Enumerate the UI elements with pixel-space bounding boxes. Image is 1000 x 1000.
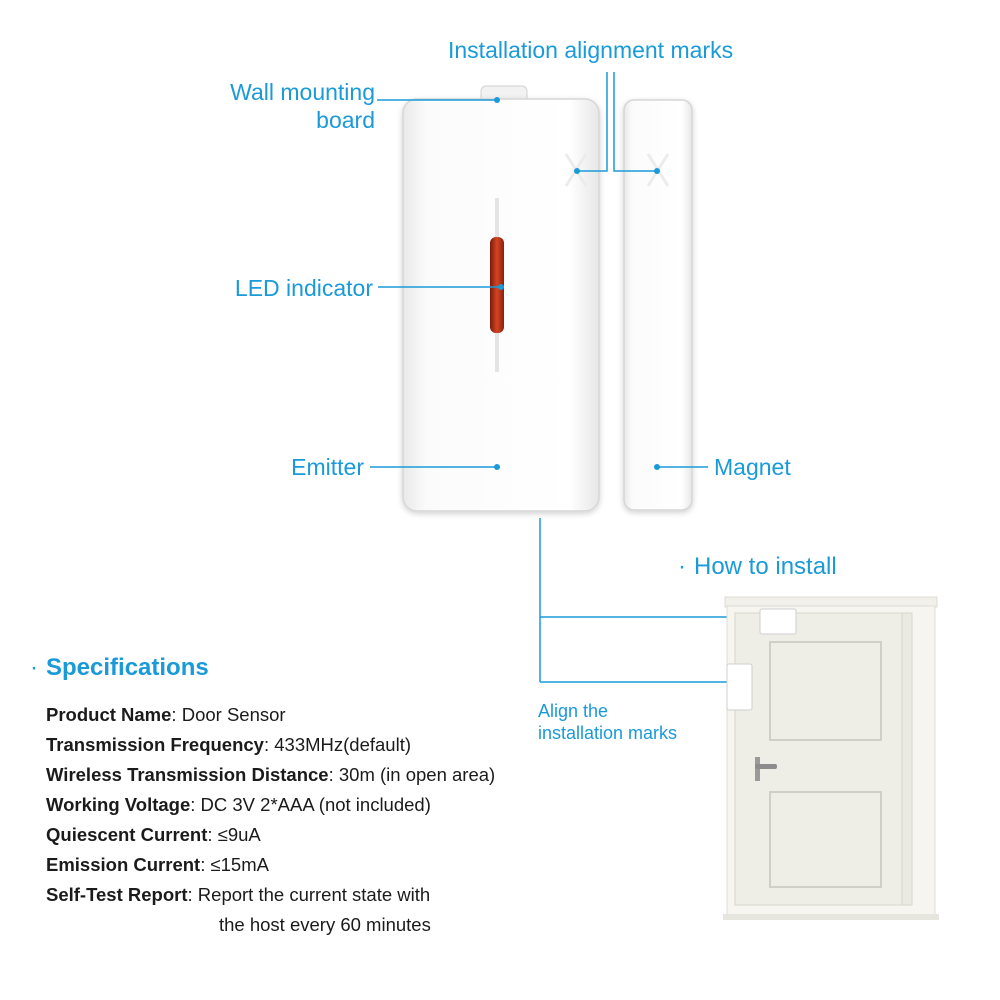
door-mounted-emitter [760,609,796,634]
emitter-label: Emitter [291,454,364,480]
spec-continuation: the host every 60 minutes [219,914,431,935]
align-note-line1: Align the [538,701,609,721]
wall-mounting-label-line1: Wall mounting [230,79,375,105]
door-mounted-magnet [727,664,752,710]
spec-value: ≤15mA [210,854,269,875]
spec-row: Quiescent Current: ≤9uA [46,824,261,845]
emitter-device [403,86,599,511]
align-note-line2: installation marks [538,723,678,743]
door-illustration [723,597,939,920]
bullet-dot: · [678,553,686,580]
magnet-label: Magnet [714,454,791,480]
bullet-dot: · [30,654,38,681]
alignment-marks-label: Installation alignment marks [448,37,734,63]
how-to-install-heading [678,553,837,581]
spec-row: Wireless Transmission Distance: 30m (in open area) [46,764,496,785]
spec-value: Door Sensor [181,704,286,725]
spec-row: Self-Test Report: Report the current state with [46,884,431,905]
wall-mounting-label-line2: board [316,107,375,133]
align-note [538,700,677,744]
led-indicator-label: LED indicator [234,275,373,301]
specifications-list [46,703,495,943]
specifications-heading [30,654,209,682]
spec-value: 30m (in open area) [338,764,496,785]
spec-label: Emission Current [46,854,201,875]
spec-value: ≤9uA [217,824,261,845]
how-to-install-title: How to install [694,553,837,580]
spec-row: Transmission Frequency: 433MHz(default) [46,734,412,755]
spec-value: 433MHz(default) [274,734,412,755]
spec-label: Product Name [46,704,172,725]
wall-mounting-label [185,78,375,134]
spec-label: Working Voltage [46,794,191,815]
spec-row: Emission Current: ≤15mA [46,854,269,875]
spec-row: Working Voltage: DC 3V 2*AAA (not included) [46,794,431,815]
spec-label: Transmission Frequency [46,734,264,755]
spec-label: Wireless Transmission Distance [46,764,329,785]
spec-value: DC 3V 2*AAA (not included) [200,794,431,815]
spec-label: Self-Test Report [46,884,188,905]
spec-value: Report the current state with [197,884,431,905]
spec-row: Product Name: Door Sensor [46,704,286,725]
magnet-device [624,100,692,510]
spec-label: Quiescent Current [46,824,208,845]
specifications-title: Specifications [46,654,209,681]
